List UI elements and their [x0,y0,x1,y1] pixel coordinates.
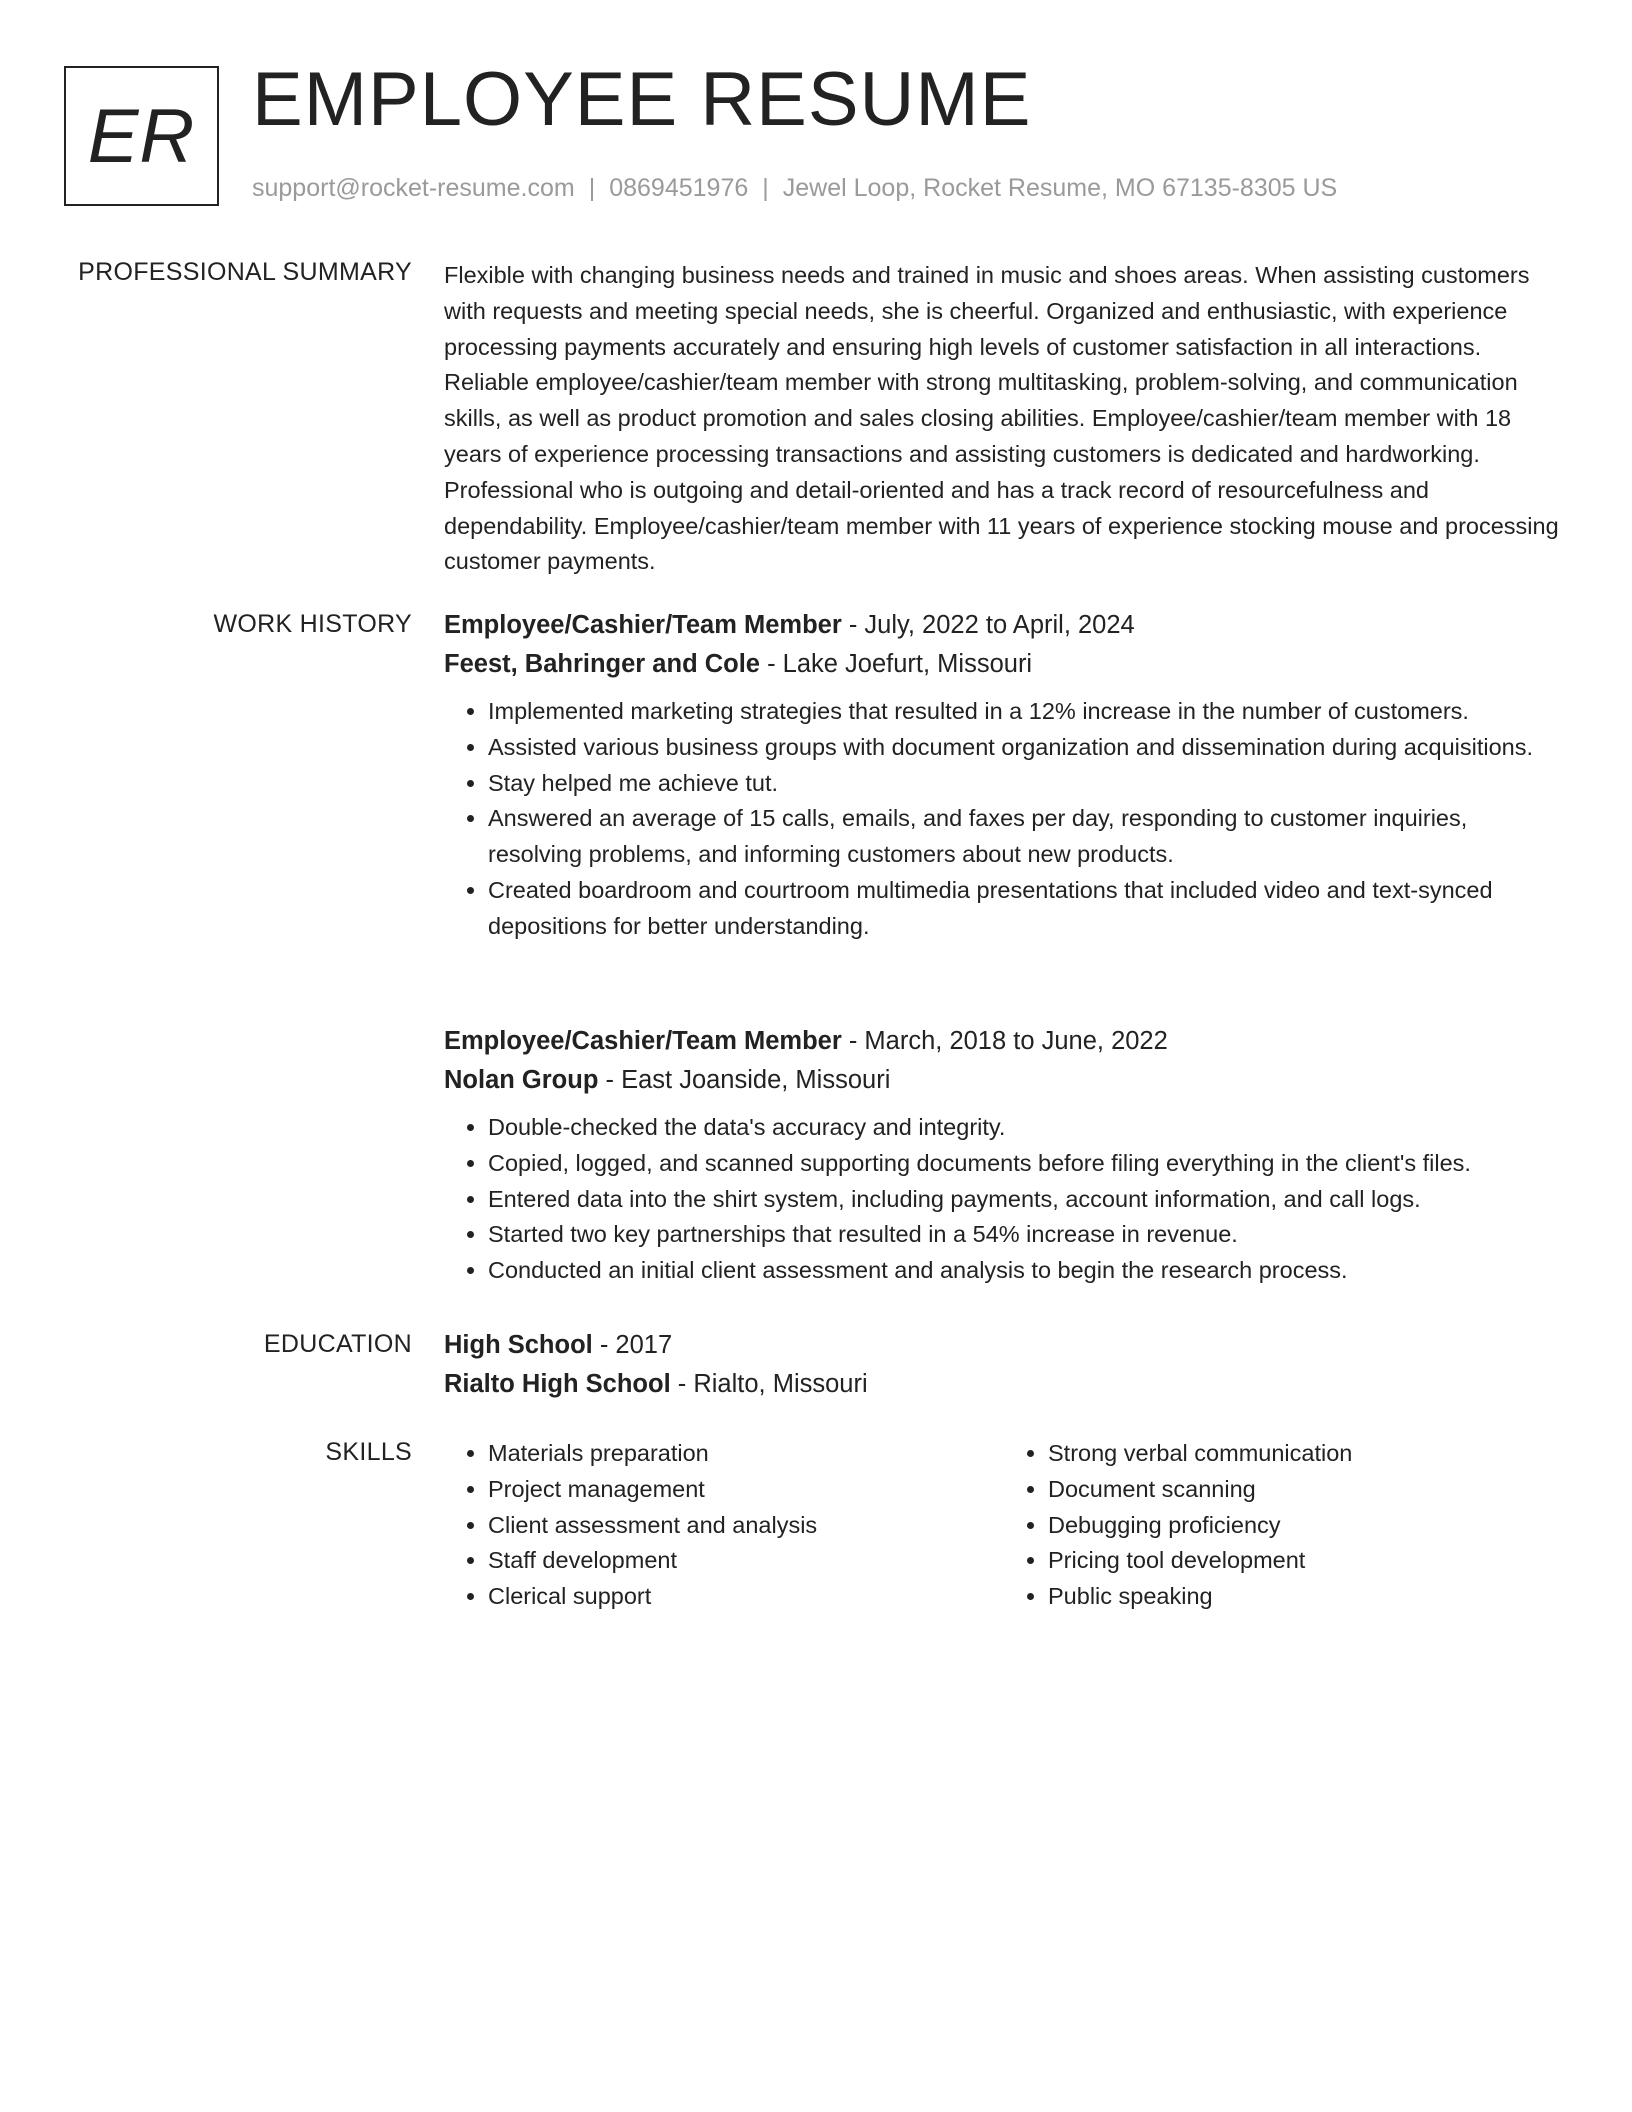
job-entry [444,606,1564,945]
job-bullet: • Double-checked the data's accuracy and integrity. [488,1110,1564,1146]
job-bullet: • Answered an average of 15 calls, emails, and faxes per day, responding to customer inquiries, resolving problems, and informing customers about new products. [488,801,1564,873]
job-title: Employee/Cashier/Team Member [444,1027,842,1055]
job-bullets [444,694,1564,945]
monogram-box [64,66,219,206]
contact-email: support@rocket-resume.com [252,174,575,202]
education-year: - 2017 [592,1331,673,1359]
contact-line [252,174,1337,203]
summary-label: PROFESSIONAL SUMMARY [78,258,412,286]
job-company: Feest, Bahringer and Cole [444,650,760,678]
skill-item: • Clerical support [488,1579,1004,1615]
skill-item: • Project management [488,1472,1004,1508]
summary-body [444,258,1564,580]
job-title-line [444,606,1564,645]
job-bullet: • Started two key partnerships that resulted in a 54% increase in revenue. [488,1217,1564,1253]
skill-item: • Debugging proficiency [1048,1508,1564,1544]
skill-item: • Pricing tool development [1048,1543,1564,1579]
job-title-line [444,1022,1564,1061]
job-bullet: • Implemented marketing strategies that resulted in a 12% increase in the number of customers. [488,694,1564,730]
skills-label: SKILLS [325,1438,412,1466]
skill-item: • Materials preparation [488,1436,1004,1472]
skill-item: • Public speaking [1048,1579,1564,1615]
job-bullet: • Copied, logged, and scanned supporting documents before filing everything in the client's files. [488,1146,1564,1182]
job-bullet: • Conducted an initial client assessment and analysis to begin the research process. [488,1253,1564,1289]
contact-phone: 0869451976 [609,174,749,202]
education-degree: High School [444,1331,593,1359]
job-entry [444,1022,1564,1289]
monogram-initials: ER [87,93,196,179]
job-company-line [444,1061,1564,1100]
skills-list-left [444,1436,1004,1615]
work-history-body-2 [444,1022,1564,1289]
summary-text: Flexible with changing business needs and trained in music and shoes areas. When assisting customers with requests and meeting special needs, she is cheerful. Organized and enthusiastic, with experience processing payments accurately and ensuring high levels of customer satisfaction in all interactions. Reliable employee/cashier/team member with strong multitasking, problem-solving, and communication skills, as well as product promotion and sales closing abilities. Employee/cashier/team member with 18 years of experience processing transactions and assisting customers is dedicated and hardworking. Professional who is outgoing and detail-oriented and has a track record of resourcefulness and dependability. Employee/cashier/team member with 11 years of experience stocking mouse and processing customer payments. [444,262,1559,575]
job-dates: - March, 2018 to June, 2022 [841,1027,1168,1055]
job-location: - East Joanside, Missouri [598,1066,891,1094]
job-bullet: • Assisted various business groups with document organization and dissemination during acquisitions. [488,730,1564,766]
education-label: EDUCATION [263,1330,412,1358]
job-company-line [444,645,1564,684]
skill-item: • Staff development [488,1543,1004,1579]
job-title: Employee/Cashier/Team Member [444,611,842,639]
education-body [444,1326,1564,1404]
skill-item: • Strong verbal communication [1048,1436,1564,1472]
skills-body [444,1436,1564,1615]
skill-item: • Client assessment and analysis [488,1508,1004,1544]
job-bullet: • Entered data into the shirt system, including payments, account information, and call logs. [488,1182,1564,1218]
work-history-body [444,606,1564,945]
job-bullet: • Created boardroom and courtroom multimedia presentations that included video and text-synced depositions for better understanding. [488,873,1564,945]
education-degree-line [444,1326,1564,1365]
education-location: - Rialto, Missouri [670,1370,868,1398]
contact-address: Jewel Loop, Rocket Resume, MO 67135-8305 US [782,174,1338,202]
contact-separator: | [762,174,769,202]
skills-columns [444,1436,1564,1615]
skill-item: • Document scanning [1048,1472,1564,1508]
resume-name: EMPLOYEE RESUME [252,57,1032,142]
job-bullets [444,1110,1564,1289]
contact-separator: | [588,174,596,202]
skills-list-right [1004,1436,1564,1615]
education-school: Rialto High School [444,1370,671,1398]
job-bullet: • Stay helped me achieve tut. [488,766,1564,802]
job-location: - Lake Joefurt, Missouri [760,650,1033,678]
work-history-label: WORK HISTORY [213,610,412,638]
job-company: Nolan Group [444,1066,599,1094]
job-dates: - July, 2022 to April, 2024 [841,611,1135,639]
education-school-line [444,1365,1564,1404]
